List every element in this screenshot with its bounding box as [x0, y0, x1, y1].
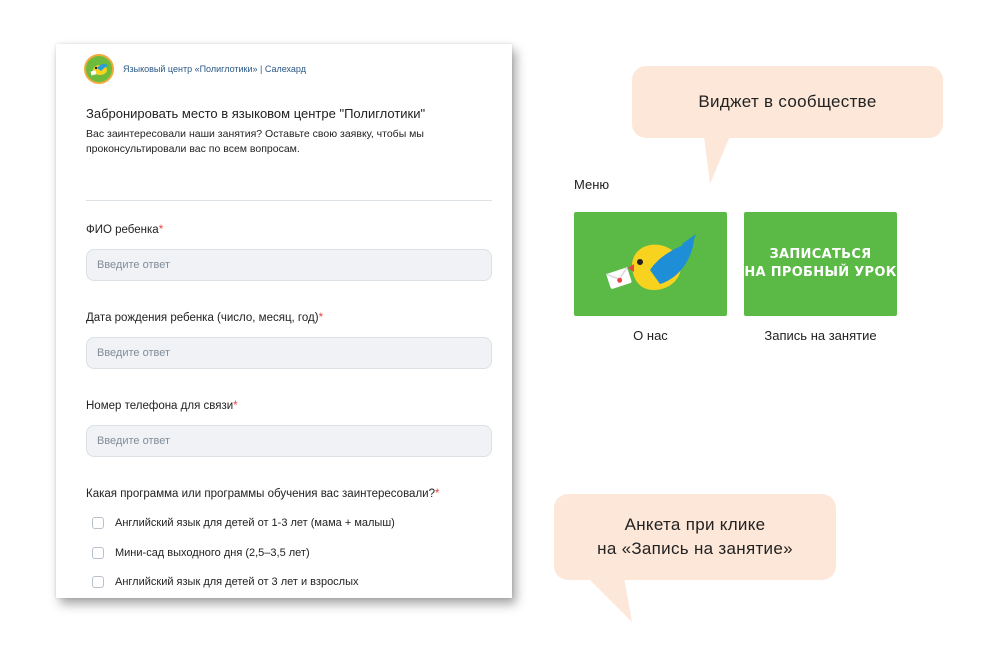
group-name-link[interactable]: Языковый центр «Полиглотики» | Салехард: [123, 64, 306, 74]
required-mark: *: [233, 400, 238, 412]
application-form: [56, 44, 512, 598]
bird-with-letter-icon: [574, 212, 727, 316]
child-name-input[interactable]: [86, 249, 492, 281]
birth-date-input[interactable]: [86, 337, 492, 369]
callout-pointer: [588, 578, 638, 624]
checkbox[interactable]: [92, 576, 104, 588]
programs-question: Какая программа или программы обучения вас заинтересовали?*: [86, 488, 440, 500]
callout-widget: [632, 66, 943, 138]
checkbox[interactable]: [92, 547, 104, 559]
widget-menu-title: Меню: [574, 177, 610, 192]
widget-tile-about[interactable]: [574, 212, 727, 316]
tile-caption-signup[interactable]: Запись на занятие: [764, 328, 877, 343]
required-mark: *: [434, 488, 440, 500]
phone-input[interactable]: [86, 425, 492, 457]
field-label-child-name: ФИО ребенка*: [86, 224, 164, 236]
field-label-phone: Номер телефона для связи*: [86, 400, 238, 412]
program-option-label: Английский язык для детей от 1-3 лет (мама + малыш): [115, 517, 395, 529]
required-mark: *: [158, 224, 164, 236]
tile-signup-text-line2: НА ПРОБНЫЙ УРОК: [744, 265, 897, 280]
tile-signup-text-line1: ЗАПИСАТЬСЯ: [769, 247, 872, 262]
callout-pointer: [700, 136, 736, 186]
program-option[interactable]: [92, 517, 395, 529]
divider: [86, 200, 492, 201]
program-option[interactable]: [92, 547, 310, 559]
program-option-label: Мини-сад выходного дня (2,5–3,5 лет): [115, 547, 310, 559]
field-label-birth-date: Дата рождения ребенка (число, месяц, год)*: [86, 312, 324, 324]
form-title: Забронировать место в языковом центре "Полиглотики": [86, 106, 426, 121]
callout-form: [554, 494, 836, 580]
checkbox[interactable]: [92, 517, 104, 529]
required-mark: *: [318, 312, 324, 324]
callout-form-line1: Анкета при клике: [624, 515, 766, 534]
tile-caption-about[interactable]: О нас: [633, 328, 668, 343]
program-option-label: Английский язык для детей от 3 лет и взрослых: [115, 576, 359, 588]
form-description: Вас заинтересовали наши занятия? Оставьте свою заявку, чтобы мы проконсультировали вас по всем вопросам.: [86, 128, 424, 155]
form-header: [84, 54, 306, 84]
widget-tile-signup[interactable]: [744, 212, 897, 316]
program-option[interactable]: [92, 576, 359, 588]
callout-form-line2: на «Запись на занятие»: [597, 539, 793, 558]
group-logo-icon[interactable]: [84, 54, 114, 84]
callout-widget-text: Виджет в сообществе: [698, 92, 877, 111]
